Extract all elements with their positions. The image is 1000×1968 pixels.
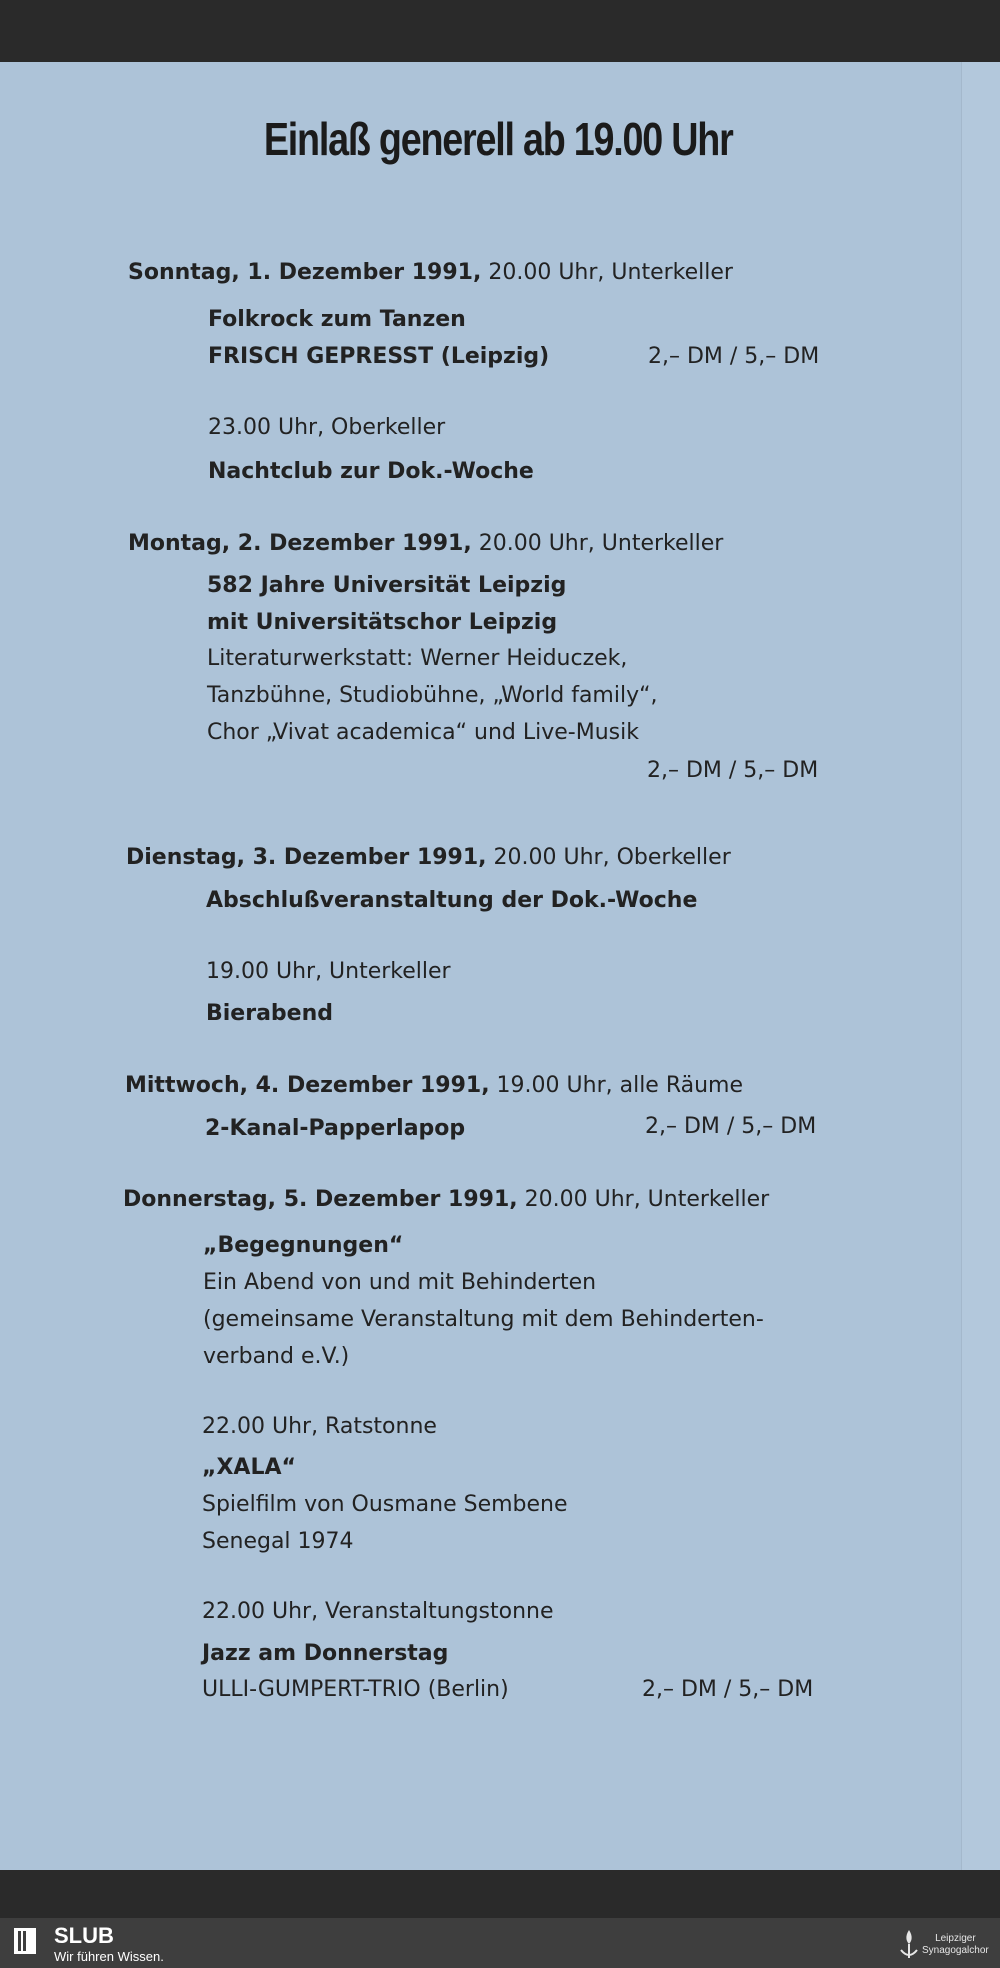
- event-sun-date: Sonntag, 1. Dezember 1991,: [128, 260, 482, 285]
- choir-name: [922, 1933, 989, 1957]
- event-thu-title1: „Begegnungen“: [203, 1233, 404, 1258]
- event-mon-title2: mit Universitätschor Leipzig: [207, 610, 558, 635]
- event-sun-sub-time: 23.00 Uhr, Oberkeller: [208, 415, 446, 440]
- event-mon-detail: 20.00 Uhr, Unterkeller: [478, 531, 724, 556]
- event-mon-text2: Tanzbühne, Studiobühne, „World family“,: [207, 683, 658, 708]
- event-mon-price: 2,– DM / 5,– DM: [647, 758, 819, 783]
- paper-fold-edge: [961, 62, 1000, 1870]
- event-thu-sub2-price: 2,– DM / 5,– DM: [642, 1677, 814, 1702]
- event-thu-sub2-text: ULLI-GUMPERT-TRIO (Berlin): [202, 1677, 509, 1702]
- choir-name-line1: Leipziger: [935, 1933, 976, 1944]
- event-thu-sub2-title: Jazz am Donnerstag: [202, 1641, 449, 1666]
- event-thu-sub1-time: 22.00 Uhr, Ratstonne: [202, 1414, 437, 1439]
- event-mon-text1: Literaturwerkstatt: Werner Heiduczek,: [207, 646, 628, 671]
- event-mon-text3: Chor „Vivat academica“ und Live-Musik: [207, 720, 639, 745]
- event-thu-sub1-title: „XALA“: [202, 1455, 296, 1480]
- event-wed-price: 2,– DM / 5,– DM: [645, 1114, 817, 1139]
- event-mon-title1: 582 Jahre Universität Leipzig: [207, 573, 567, 598]
- event-sun-detail: 20.00 Uhr, Unterkeller: [488, 260, 733, 285]
- library-name: SLUB: [54, 1923, 114, 1948]
- event-wed-date: Mittwoch, 4. Dezember 1991,: [125, 1073, 490, 1098]
- event-thu-text3: verband e.V.): [203, 1344, 350, 1369]
- event-sun-title1: Folkrock zum Tanzen: [208, 307, 466, 332]
- event-tue-heading: [126, 843, 731, 873]
- event-thu-sub2-time: 22.00 Uhr, Veranstaltungstonne: [202, 1599, 554, 1624]
- event-tue-detail: 20.00 Uhr, Oberkeller: [493, 845, 731, 870]
- event-wed-heading: [125, 1071, 743, 1101]
- footer-bar: [0, 1918, 1000, 1968]
- event-mon-heading: [128, 529, 723, 559]
- event-tue-date: Dienstag, 3. Dezember 1991,: [126, 845, 487, 870]
- library-tagline: Wir führen Wissen.: [54, 1949, 164, 1964]
- choir-name-line2: Synagogalchor: [922, 1945, 989, 1956]
- event-thu-text1: Ein Abend von und mit Behinderten: [203, 1270, 597, 1295]
- event-wed-detail: 19.00 Uhr, alle Räume: [496, 1073, 744, 1098]
- event-mon-date: Montag, 2. Dezember 1991,: [128, 531, 472, 556]
- slub-logo-icon: [14, 1928, 36, 1954]
- event-thu-sub1-text1: Spielfilm von Ousmane Sembene: [202, 1492, 568, 1517]
- event-sun-title2: FRISCH GEPRESST (Leipzig): [208, 344, 550, 369]
- event-thu-heading: [123, 1185, 769, 1215]
- event-sun-heading: [128, 258, 733, 288]
- event-thu-date: Donnerstag, 5. Dezember 1991,: [123, 1187, 518, 1212]
- event-sun-sub-title: Nachtclub zur Dok.-Woche: [208, 459, 534, 484]
- event-thu-text2: (gemeinsame Veranstaltung mit dem Behinderten-: [203, 1307, 764, 1332]
- event-tue-sub-title: Bierabend: [206, 1001, 334, 1026]
- event-wed-title1: 2-Kanal-Papperlapop: [205, 1116, 466, 1141]
- event-sun-price: 2,– DM / 5,– DM: [648, 344, 820, 369]
- event-thu-detail: 20.00 Uhr, Unterkeller: [524, 1187, 770, 1212]
- event-thu-sub1-text2: Senegal 1974: [202, 1529, 354, 1554]
- event-tue-title1: Abschlußveranstaltung der Dok.-Woche: [206, 888, 698, 913]
- page-title: Einlaß generell ab 19.00 Uhr: [263, 113, 733, 165]
- event-tue-sub-time: 19.00 Uhr, Unterkeller: [206, 959, 451, 984]
